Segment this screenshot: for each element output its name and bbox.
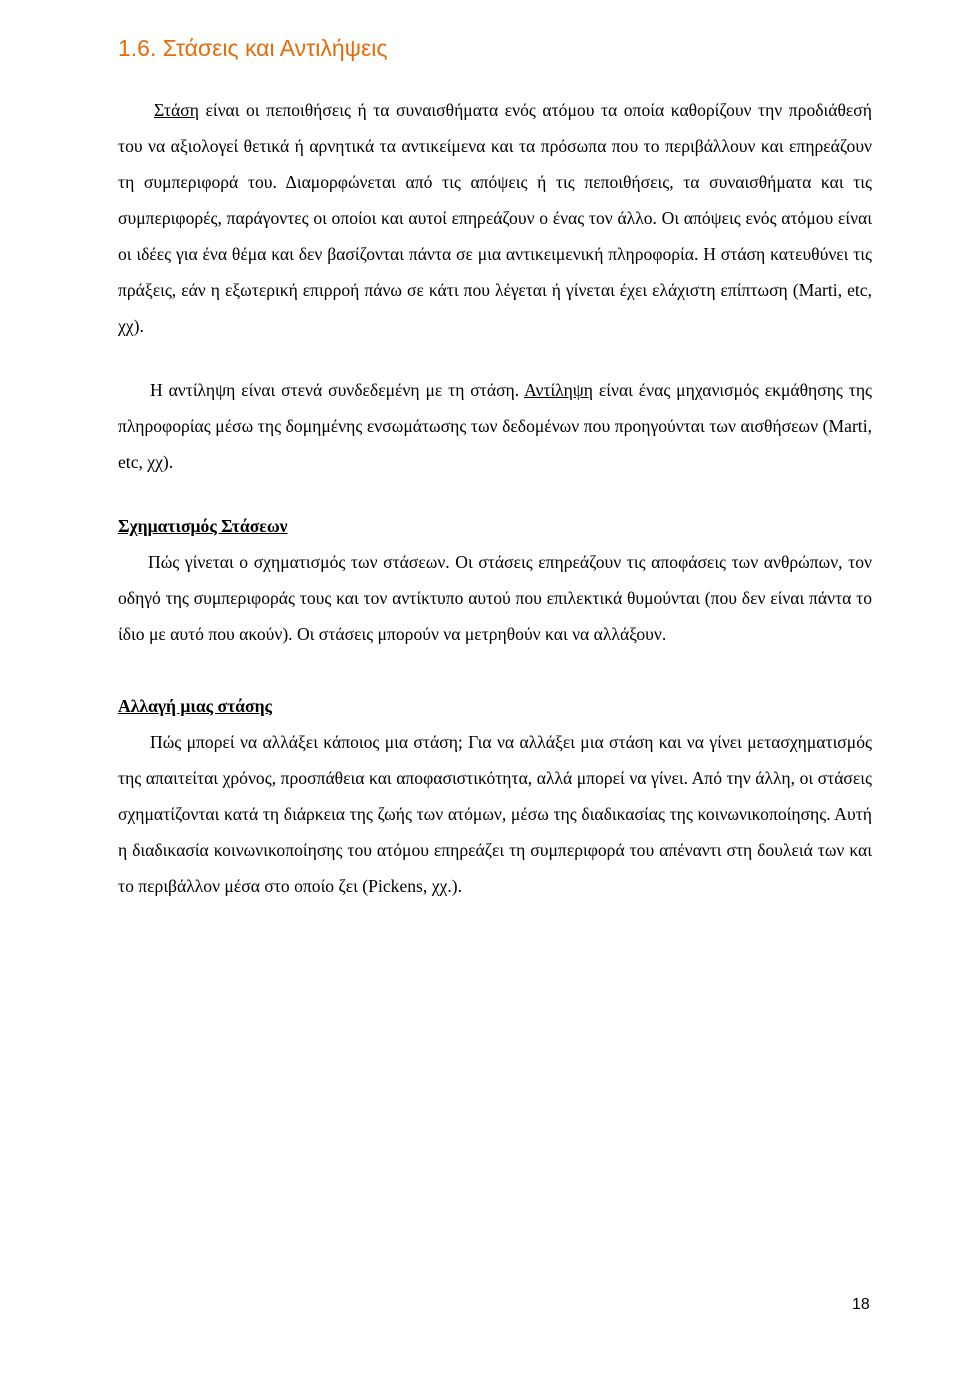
spacer xyxy=(118,480,872,508)
page-number: 18 xyxy=(852,1296,870,1313)
paragraph-perception-definition xyxy=(118,372,872,480)
section-title: 1.6. Στάσεις και Αντιλήψεις xyxy=(118,35,388,61)
paragraph-text: Πώς γίνεται ο σχηματισμός των στάσεων. Οι στάσεις επηρεάζουν τις αποφάσεις των ανθρώπων, τον οδηγό της συμπεριφοράς τους και τον αντίκτυπο αυτού που επιλεκτικά θυμούνται (που δεν είναι πάντα το ίδιο με αυτό που ακούν). Οι στάσεις μπορούν να μετρηθούν και να αλλάξουν. xyxy=(118,552,872,644)
subheading-attitude-change: Αλλαγή μιας στάσης xyxy=(118,696,272,716)
paragraph-text: Πώς μπορεί να αλλάξει κάποιος μια στάση; Για να αλλάξει μια στάση και να γίνει μετασχηματισμός της απαιτείται χρόνος, προσπάθεια και αποφασιστικότητα, αλλά μπορεί να γίνει. Από την άλλη, οι στάσεις σχηματίζονται κατά τη διάρκεια της ζωής των ατόμων, μέσω της διαδικασίας της κοινωνικοποίησης. Αυτή η διαδικασία κοινωνικοποίησης του ατόμου επηρεάζει τη συμπεριφορά του απέναντι στη δουλειά των και το περιβάλλον μέσα στο οποίο ζει (Pickens, χχ.). xyxy=(118,732,872,896)
paragraph-lead: Η αντίληψη είναι στενά συνδεδεμένη με τη στάση. xyxy=(150,380,525,400)
paragraph-attitude-definition xyxy=(118,92,872,344)
paragraph-text: είναι οι πεποιθήσεις ή τα συναισθήματα ενός ατόμου τα οποία καθορίζουν την προδιάθεσή του να αξιολογεί θετικά ή αρνητικά τα αντικείμενα και τα πρόσωπα που το περιβάλλουν και επηρεάζουν τη συμπεριφορά του. Διαμορφώνεται από τις απόψεις ή τις πεποιθήσεις, τα συναισθήματα και τις συμπεριφορές, παράγοντες οι οποίοι και αυτοί επηρεάζουν ο ένας τον άλλο. Οι απόψεις ενός ατόμου είναι οι ιδέες για ένα θέμα και δεν βασίζονται πάντα σε μια αντικειμενική πληροφορία. Η στάση κατευθύνει τις πράξεις, εάν η εξωτερική επιρροή πάνω σε κάτι που λέγεται ή γίνεται έχει ελάχιστη επίπτωση (Marti, etc, χχ). xyxy=(118,100,872,336)
document-page xyxy=(118,30,872,904)
term-perception: Αντίληψη xyxy=(524,380,594,400)
paragraph-attitude-change xyxy=(118,724,872,904)
paragraph-text: είναι ένας μηχανισμός εκμάθησης της πληροφορίας μέσω της δομημένης ενσωμάτωσης των δεδομένων που προηγούνται των αισθήσεων (Marti, etc, χχ). xyxy=(118,380,872,472)
spacer xyxy=(118,652,872,688)
spacer xyxy=(118,344,872,372)
term-attitude: Στάση xyxy=(154,100,199,120)
paragraph-attitude-formation xyxy=(118,544,872,652)
subheading-attitude-formation: Σχηματισμός Στάσεων xyxy=(118,516,288,536)
